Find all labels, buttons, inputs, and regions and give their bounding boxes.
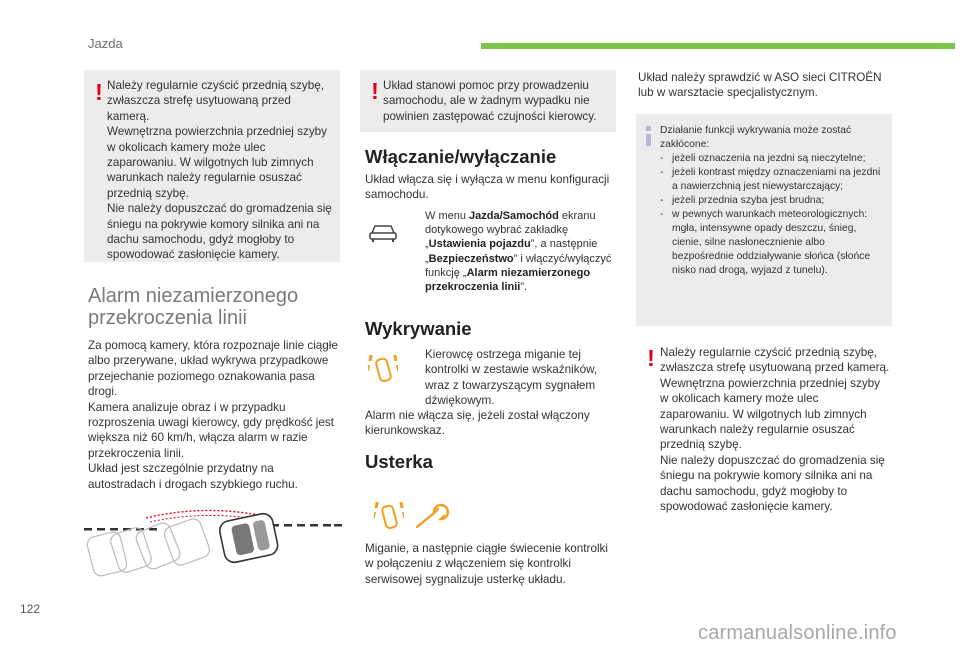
- step-text: ”.: [520, 281, 528, 294]
- lane-alarm-description: [88, 338, 344, 492]
- step-bold: Ustawienia pojazdu: [428, 238, 531, 251]
- info-lead: Działanie funkcji wykrywania może zostać zakłócone:: [660, 125, 852, 150]
- info-item-text: w pewnych warunkach meteorologicznych: mgła, intensywne opady deszczu, śnieg, cienie, silne nasłonecznienie albo bezpośrednie oddziaływanie słońca (słońce nisko nad drogą, wyjazd z tunelu).: [672, 209, 871, 276]
- warning-exclamation-icon: !: [95, 79, 103, 105]
- lane-departure-warning-icon: [368, 353, 398, 387]
- step-text: ”, a następnie „: [425, 238, 598, 265]
- step-bold: Jazda/Samochód: [469, 210, 559, 222]
- warning-paragraph: Należy regularnie czyścić przednią szybę, zwłaszcza strefę usytuowaną przed kamerą.: [107, 79, 324, 123]
- wrench-icon: [414, 503, 450, 531]
- info-box: [636, 114, 892, 326]
- onoff-step: [425, 209, 620, 294]
- detection-title: Wykrywanie: [365, 318, 472, 339]
- fault-title: Usterka: [365, 451, 433, 472]
- step-bold: Bezpieczeństwo: [428, 252, 514, 265]
- section-title: Jazda: [88, 36, 123, 51]
- info-item-text: jeżeli przednia szyba jest brudna;: [672, 195, 825, 206]
- warning-paragraph: Należy regularnie czyścić przednią szybę, zwłaszcza strefę usytuowaną przed kamerą.: [660, 346, 890, 375]
- warning-box-left: [84, 70, 340, 262]
- warning-paragraph: Wewnętrzna powierzchnia przedniej szyby w okolicach kamery może ulec zaparowaniu. W wilgotnych lub zimnych warunkach należy regularnie osuszać przednią szybę.: [660, 376, 881, 452]
- info-icon: [646, 134, 651, 146]
- warning-text-middle: Układ stanowi pomoc przy prowadzeniu samochodu, ale w żadnym wypadku nie powinien zastępować czujności kierowcy.: [383, 79, 597, 123]
- lane-alarm-title: [88, 285, 348, 329]
- section-accent-bar: [481, 43, 955, 49]
- warning-paragraph: Wewnętrzna powierzchnia przedniej szyby w okolicach kamery może ulec zaparowaniu. W wilgotnych lub zimnych warunkach należy regularnie osuszać przednią szybę.: [107, 125, 328, 200]
- info-list-item: - w pewnych warunkach meteorologicznych: mgła, intensywne opady deszczu, śnieg, cienie, silne nasłonecznienie albo bezpośrednie oddziaływanie słońca (słońce nisko nad drogą, wyjazd z tunelu).: [660, 209, 871, 276]
- lane-departure-warning-icon: [374, 500, 404, 534]
- info-text: [660, 124, 886, 278]
- step-text: ” i włączyć/wyłączyć funkcję „: [425, 252, 612, 279]
- warning-paragraph: Nie należy dopuszczać do gromadzenia się śniegu na pokrywie komory silnika ani na dachu samochodu, gdyż mogłoby to spowodować zasłonięcie kamery.: [107, 202, 332, 262]
- warning-text-right: [660, 345, 890, 514]
- info-list-item: - jeżeli kontrast między oznaczeniami na jezdni a nawierzchnią jest niewystarczający;: [660, 167, 881, 192]
- info-list-item: - jeżeli oznaczenia na jezdni są nieczytelne;: [660, 153, 866, 164]
- step-bold: Alarm niezamierzonego przekroczenia linii: [425, 266, 591, 294]
- info-item-text: jeżeli kontrast między oznaczeniami na jezdni a nawierzchnią jest niewystarczający;: [672, 167, 881, 192]
- car-settings-icon: [368, 223, 398, 243]
- watermark: carmanualsonline.info: [698, 622, 897, 644]
- description-paragraph: Za pomocą kamery, która rozpoznaje linie ciągłe albo przerywane, układ wykrywa przypadkowe przejechanie poziomego oznakowania pasa drogi.: [88, 339, 338, 399]
- onoff-intro: Układ włącza się i wyłącza w menu konfiguracji samochodu.: [365, 173, 610, 202]
- description-paragraph: Układ jest szczególnie przydatny na autostradach i drogach szybkiego ruchu.: [88, 462, 298, 491]
- fault-text: Miganie, a następnie ciągłe świecenie kontrolki w połączeniu z włączeniem się kontrolki serwisowej sygnalizuje usterkę układu.: [365, 542, 608, 586]
- step-text: ekranu dotykowego wybrać zakładkę „: [425, 210, 596, 251]
- onoff-title: Włączanie/wyłączanie: [365, 146, 557, 167]
- detection-text-2: Alarm nie włącza się, jeżeli został włączony kierunkowskaz.: [365, 409, 590, 438]
- info-item-text: jeżeli oznaczenia na jezdni są nieczytelne;: [672, 153, 866, 164]
- warning-box-middle: [360, 70, 616, 132]
- description-paragraph: Kamera analizuje obraz i w przypadku rozproszenia uwagi kierowcy, gdy prędkość jest większa niż 60 km/h, włącza alarm w razie przekroczenia linii.: [88, 400, 334, 460]
- warning-exclamation-icon: !: [647, 345, 655, 371]
- warning-exclamation-icon: !: [371, 78, 379, 104]
- warning-paragraph: Nie należy dopuszczać do gromadzenia się śniegu na pokrywie komory silnika ani na dachu samochodu, gdyż mogłoby to spowodować zasłonięcie kamery.: [660, 453, 885, 514]
- car-lane-departure-illustration: [84, 500, 342, 580]
- info-list-item: - jeżeli przednia szyba jest brudna;: [660, 195, 825, 206]
- page-number: 122: [20, 602, 41, 616]
- step-text: W menu: [425, 210, 470, 222]
- warning-text-left: [107, 78, 333, 263]
- service-intro: Układ należy sprawdzić w ASO sieci CITROËN lub w warsztacie specjalistycznym.: [638, 71, 882, 100]
- lane-alarm-title-line2: przekroczenia linii: [88, 307, 247, 329]
- lane-alarm-title-line1: Alarm niezamierzonego: [88, 285, 299, 307]
- detection-text-1: Kierowcę ostrzega miganie tej kontrolki w zestawie wskaźników, wraz z towarzyszącym sygnałem dźwiękowym.: [425, 348, 598, 408]
